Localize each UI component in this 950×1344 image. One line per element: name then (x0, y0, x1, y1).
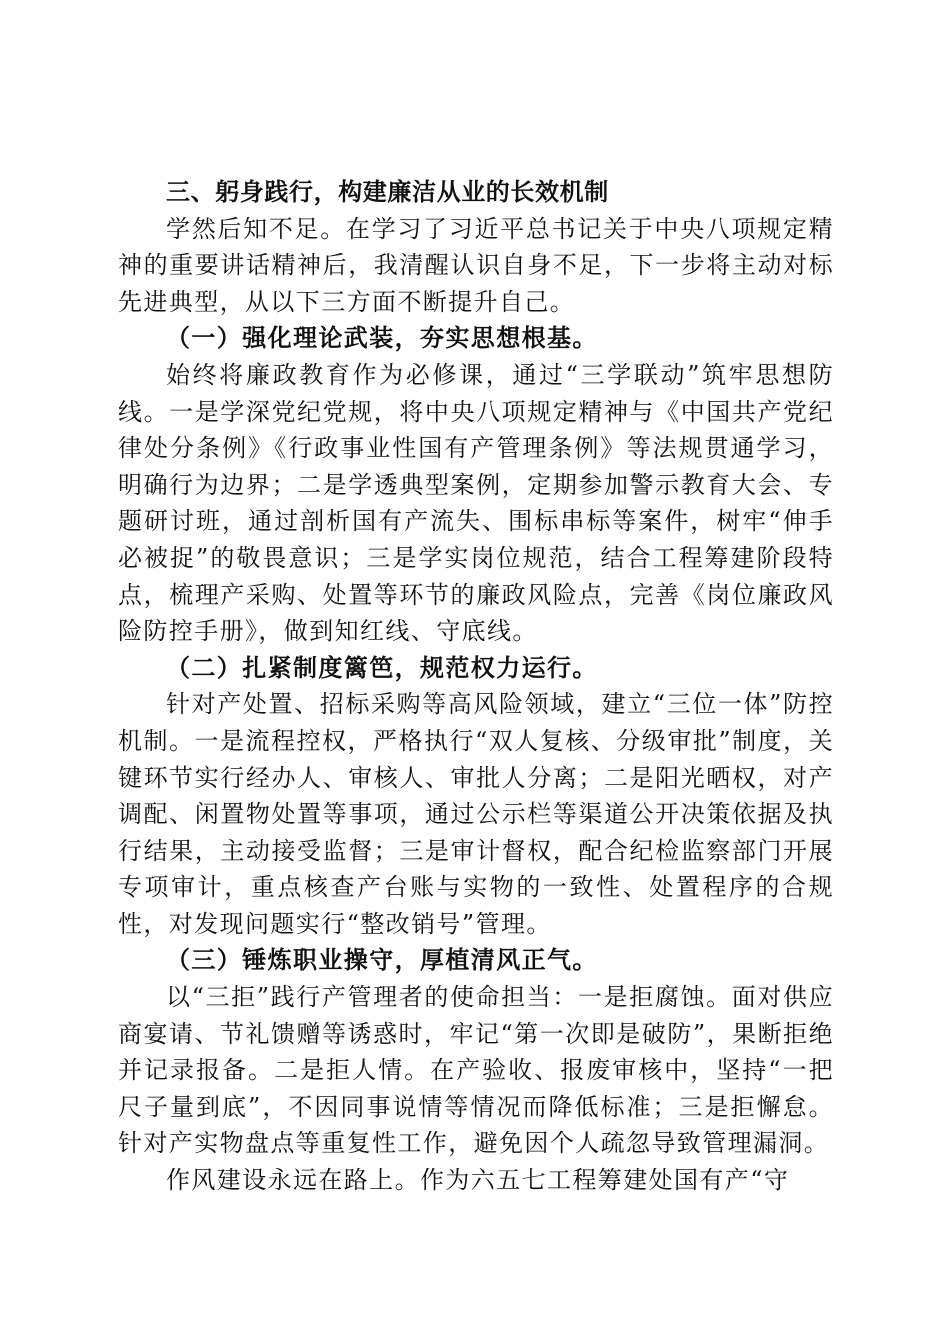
subsection-title-2: （二）扎紧制度篱笆，规范权力运行。 (166, 652, 598, 682)
document-body (118, 174, 834, 1199)
intro-paragraph: 学然后知不足。在学习了习近平总书记关于中央八项规定精神的重要讲话精神后，我清醒认识自身不足，下一步将主动对标先进典型，从以下三方面不断提升自己。 (118, 214, 834, 316)
subsection-body-1: 始终将廉政教育作为必修课，通过“三学联动”筑牢思想防线。一是学深党纪党规，将中央八项规定精神与《中国共产党纪律处分条例》《行政事业性国有产管理条例》等法规贯通学习，明确行为边界；二是学透典型案例，定期参加警示教育大会、专题研讨班，通过剖析国有产流失、围标串标等案件，树牢“伸手必被捉”的敬畏意识；三是学实岗位规范，结合工程筹建阶段特点，梳理产采购、处置等环节的廉政风险点，完善《岗位廉政风险防控手册》，做到知红线、守底线。 (118, 360, 834, 646)
closing-paragraph: 作风建设永远在路上。作为六五七工程筹建处国有产“守 (166, 1166, 790, 1195)
subsection-body-3: 以“三拒”践行产管理者的使命担当：一是拒腐蚀。面对供应商宴请、节礼馈赠等诱惑时，牢记“第一次即是破防”，果断拒绝并记录报备。二是拒人情。在产验收、报废审核中，坚持“一把尺子量到底”，不因同事说情等情况而降低标准；三是拒懈怠。针对产实物盘点等重复性工作，避免因个人疏忽导致管理漏洞。 (118, 983, 834, 1158)
subsection-body-2: 针对产处置、招标采购等高风险领域，建立“三位一体”防控机制。一是流程控权，严格执行“双人复核、分级审批”制度，关键环节实行经办人、审核人、审批人分离；二是阳光晒权，对产调配、闲置物处置等事项，通过公示栏等渠道公开决策依据及执行结果，主动接受监督；三是审计督权，配合纪检监察部门开展专项审计，重点核查产台账与实物的一致性、处置程序的合规性，对发现问题实行“整改销号”管理。 (118, 690, 834, 938)
subsection-title-1: （一）强化理论武装，夯实思想根基。 (166, 323, 598, 353)
section-heading: 三、躬身践行，构建廉洁从业的长效机制 (166, 178, 609, 206)
subsection-title-3: （三）锤炼职业操守，厚植清风正气。 (166, 945, 598, 975)
